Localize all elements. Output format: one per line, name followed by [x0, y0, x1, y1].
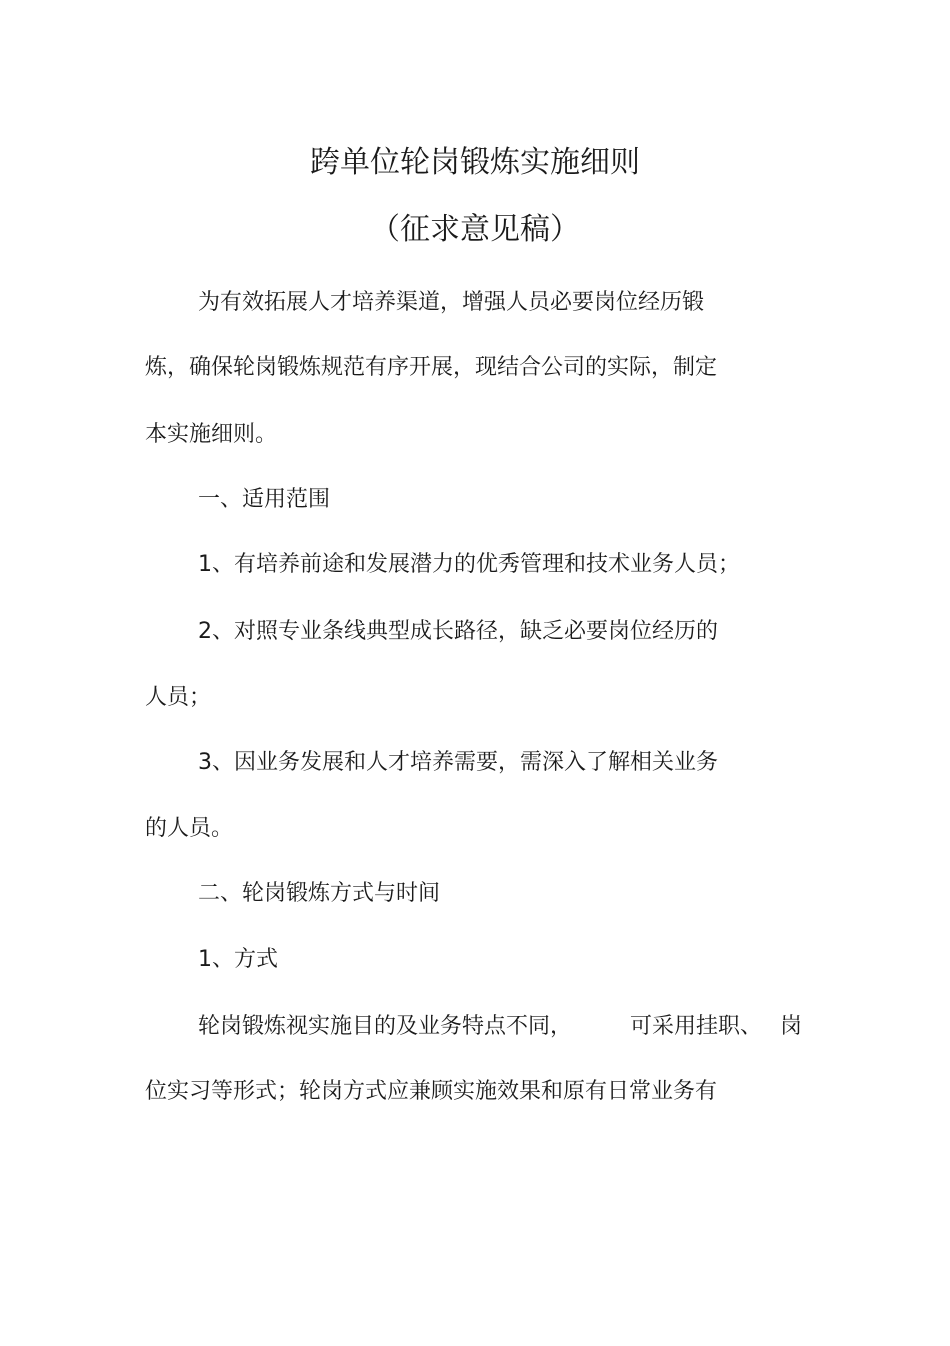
document-subtitle: （征求意见稿）	[370, 212, 580, 247]
paragraph-line: 位实习等形式；轮岗方式应兼顾实施效果和原有日常业务有	[145, 1079, 718, 1104]
paragraph-line-fragment: 岗	[780, 1014, 803, 1039]
document-title: 跨单位轮岗锻炼实施细则	[310, 145, 640, 180]
list-item: 2、对照专业条线典型成长路径，缺乏必要岗位经历的	[198, 619, 718, 644]
section-heading: 一、适用范围	[198, 487, 331, 512]
paragraph-line-fragment: 可采用挂职、	[630, 1014, 763, 1039]
list-item-continuation: 人员；	[145, 685, 212, 710]
subsection-heading: 1、方式	[198, 947, 278, 972]
paragraph-line: 为有效拓展人才培养渠道，增强人员必要岗位经历锻	[198, 290, 705, 315]
list-item: 3、因业务发展和人才培养需要，需深入了解相关业务	[198, 750, 718, 775]
paragraph-line: 轮岗锻炼视实施目的及业务特点不同，	[198, 1014, 573, 1039]
paragraph-line: 炼，确保轮岗锻炼规范有序开展，现结合公司的实际，制定	[145, 355, 718, 380]
section-heading: 二、轮岗锻炼方式与时间	[198, 881, 441, 906]
list-item: 1、有培养前途和发展潜力的优秀管理和技术业务人员；	[198, 552, 740, 577]
list-item-continuation: 的人员。	[145, 816, 234, 841]
paragraph-line: 本实施细则。	[145, 422, 278, 447]
